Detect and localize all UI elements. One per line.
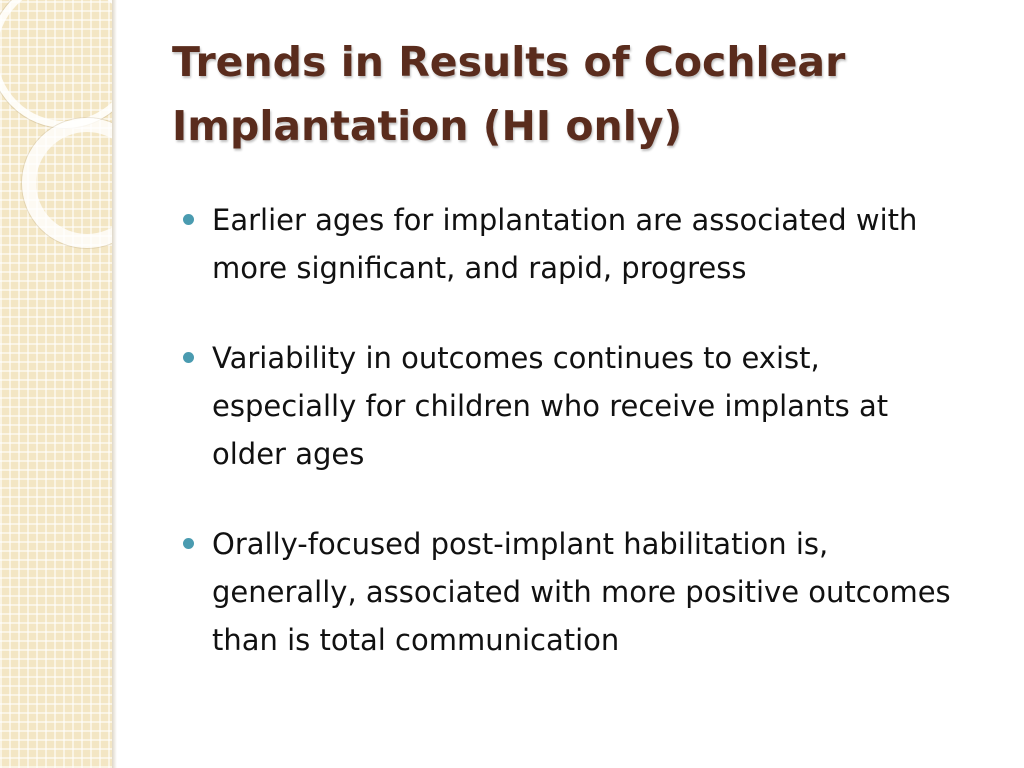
- bullet-item: [180, 196, 970, 292]
- bullet-point-icon: [183, 214, 194, 225]
- bullet-text: Earlier ages for implantation are associated with more significant, and rapid, progress: [212, 203, 918, 285]
- bullet-point-icon: [183, 538, 194, 549]
- bullet-list: [180, 196, 970, 706]
- bullet-point-icon: [183, 352, 194, 363]
- decorative-side-panel: [0, 0, 112, 768]
- bullet-item: [180, 520, 970, 664]
- bullet-text: Orally-focused post-implant habilitation is, generally, associated with more positive outcomes than is total communication: [212, 527, 951, 657]
- decorative-ring: [0, 0, 112, 128]
- bullet-item: [180, 334, 970, 478]
- bullet-text: Variability in outcomes continues to exist, especially for children who receive implants at older ages: [212, 341, 889, 471]
- decorative-ring: [22, 118, 112, 248]
- slide-title: Trends in Results of Cochlear Implantation (HI only): [172, 38, 846, 150]
- side-panel-shadow: [112, 0, 117, 768]
